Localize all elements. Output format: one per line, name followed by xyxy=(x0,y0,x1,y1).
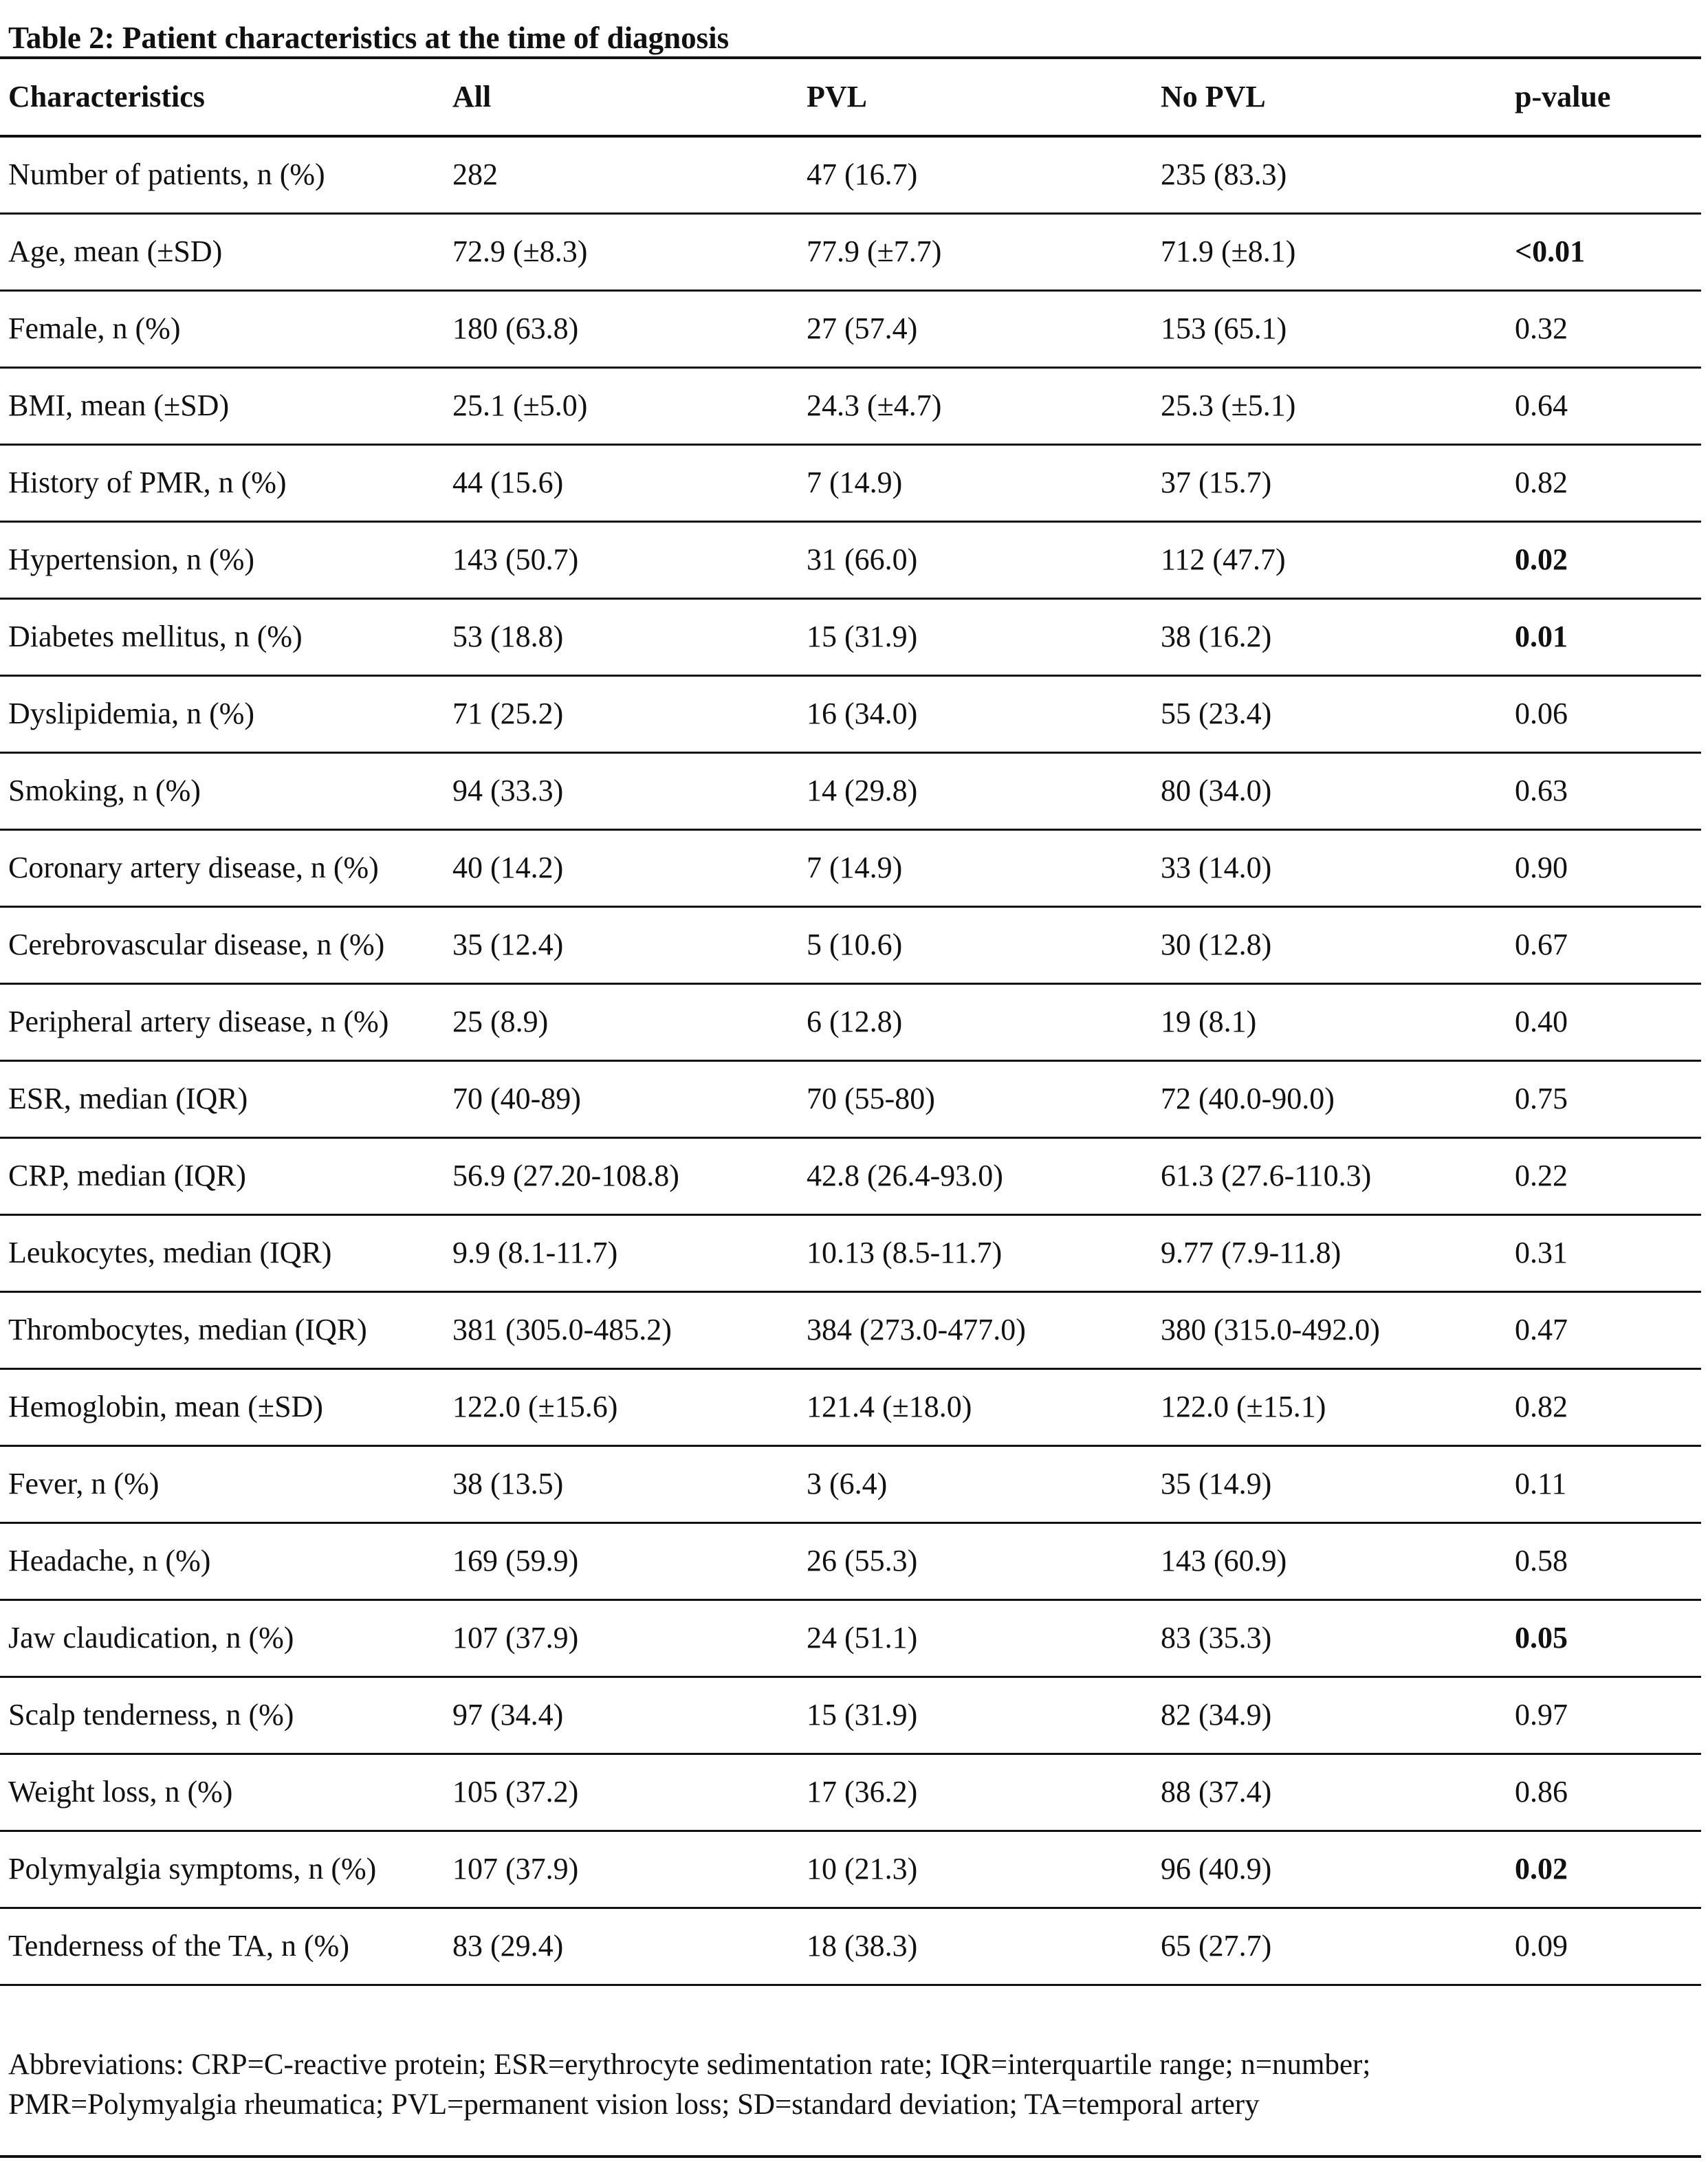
table-row xyxy=(0,290,1701,367)
column-header-no-pvl: No PVL xyxy=(1152,59,1507,136)
cell-characteristic: Hemoglobin, mean (±SD) xyxy=(0,1368,444,1445)
cell-p-value: 0.31 xyxy=(1507,1214,1701,1291)
cell-no-pvl: 72 (40.0-90.0) xyxy=(1152,1060,1507,1137)
table-row xyxy=(0,1754,1701,1831)
table-row xyxy=(0,906,1701,983)
cell-all: 143 (50.7) xyxy=(444,521,798,598)
cell-all: 25.1 (±5.0) xyxy=(444,367,798,444)
cell-no-pvl: 153 (65.1) xyxy=(1152,290,1507,367)
cell-all: 97 (34.4) xyxy=(444,1677,798,1754)
cell-characteristic: Thrombocytes, median (IQR) xyxy=(0,1291,444,1368)
column-header-pvl: PVL xyxy=(798,59,1152,136)
cell-pvl: 121.4 (±18.0) xyxy=(798,1368,1152,1445)
footnote-line: Abbreviations: CRP=C-reactive protein; ESR=erythrocyte sedimentation rate; IQR=interquartile range; n=number; xyxy=(8,2049,1371,2081)
cell-all: 169 (59.9) xyxy=(444,1522,798,1599)
cell-all: 53 (18.8) xyxy=(444,598,798,675)
cell-characteristic: ESR, median (IQR) xyxy=(0,1060,444,1137)
table-row xyxy=(0,1137,1701,1214)
cell-all: 44 (15.6) xyxy=(444,444,798,521)
cell-characteristic: Tenderness of the TA, n (%) xyxy=(0,1908,444,1985)
cell-all: 71 (25.2) xyxy=(444,675,798,752)
cell-p-value: 0.63 xyxy=(1507,752,1701,829)
table-row xyxy=(0,1214,1701,1291)
cell-pvl: 24 (51.1) xyxy=(798,1599,1152,1677)
cell-no-pvl: 80 (34.0) xyxy=(1152,752,1507,829)
cell-no-pvl: 65 (27.7) xyxy=(1152,1908,1507,1985)
cell-no-pvl: 96 (40.9) xyxy=(1152,1831,1507,1908)
table-row xyxy=(0,1060,1701,1137)
cell-no-pvl: 55 (23.4) xyxy=(1152,675,1507,752)
cell-all: 282 xyxy=(444,136,798,213)
cell-characteristic: Hypertension, n (%) xyxy=(0,521,444,598)
cell-p-value: 0.75 xyxy=(1507,1060,1701,1137)
cell-no-pvl: 235 (83.3) xyxy=(1152,136,1507,213)
cell-all: 180 (63.8) xyxy=(444,290,798,367)
cell-pvl: 10.13 (8.5-11.7) xyxy=(798,1214,1152,1291)
cell-all: 83 (29.4) xyxy=(444,1908,798,1985)
cell-pvl: 384 (273.0-477.0) xyxy=(798,1291,1152,1368)
cell-pvl: 18 (38.3) xyxy=(798,1908,1152,1985)
table-row xyxy=(0,675,1701,752)
cell-characteristic: Headache, n (%) xyxy=(0,1522,444,1599)
table-row xyxy=(0,829,1701,906)
cell-all: 35 (12.4) xyxy=(444,906,798,983)
cell-p-value: 0.01 xyxy=(1507,598,1701,675)
cell-no-pvl: 82 (34.9) xyxy=(1152,1677,1507,1754)
cell-no-pvl: 19 (8.1) xyxy=(1152,983,1507,1060)
table-bottom-rule xyxy=(0,2155,1701,2158)
cell-pvl: 31 (66.0) xyxy=(798,521,1152,598)
column-header-characteristics: Characteristics xyxy=(0,59,444,136)
cell-p-value: 0.05 xyxy=(1507,1599,1701,1677)
cell-all: 381 (305.0-485.2) xyxy=(444,1291,798,1368)
table-row xyxy=(0,752,1701,829)
cell-no-pvl: 88 (37.4) xyxy=(1152,1754,1507,1831)
table-title: Table 2: Patient characteristics at the time of diagnosis xyxy=(8,21,730,55)
cell-all: 94 (33.3) xyxy=(444,752,798,829)
cell-all: 40 (14.2) xyxy=(444,829,798,906)
cell-all: 107 (37.9) xyxy=(444,1831,798,1908)
cell-pvl: 77.9 (±7.7) xyxy=(798,213,1152,290)
cell-pvl: 16 (34.0) xyxy=(798,675,1152,752)
cell-characteristic: Coronary artery disease, n (%) xyxy=(0,829,444,906)
footnote-line: PMR=Polymyalgia rheumatica; PVL=permanent vision loss; SD=standard deviation; TA=temporal artery xyxy=(8,2088,1260,2121)
table-row xyxy=(0,1368,1701,1445)
cell-all: 38 (13.5) xyxy=(444,1445,798,1522)
table-row xyxy=(0,1522,1701,1599)
cell-all: 72.9 (±8.3) xyxy=(444,213,798,290)
cell-characteristic: BMI, mean (±SD) xyxy=(0,367,444,444)
column-header-p-value: p-value xyxy=(1507,59,1701,136)
cell-characteristic: Age, mean (±SD) xyxy=(0,213,444,290)
table-row xyxy=(0,598,1701,675)
cell-characteristic: Fever, n (%) xyxy=(0,1445,444,1522)
cell-characteristic: Number of patients, n (%) xyxy=(0,136,444,213)
cell-p-value: 0.06 xyxy=(1507,675,1701,752)
cell-no-pvl: 25.3 (±5.1) xyxy=(1152,367,1507,444)
cell-pvl: 15 (31.9) xyxy=(798,598,1152,675)
column-header-all: All xyxy=(444,59,798,136)
cell-characteristic: History of PMR, n (%) xyxy=(0,444,444,521)
cell-characteristic: Leukocytes, median (IQR) xyxy=(0,1214,444,1291)
table-header-row xyxy=(0,59,1701,136)
cell-p-value: 0.09 xyxy=(1507,1908,1701,1985)
cell-no-pvl: 380 (315.0-492.0) xyxy=(1152,1291,1507,1368)
cell-pvl: 3 (6.4) xyxy=(798,1445,1152,1522)
abbreviations-footnote xyxy=(8,2045,1686,2125)
table-row xyxy=(0,1677,1701,1754)
table-row xyxy=(0,1291,1701,1368)
cell-pvl: 10 (21.3) xyxy=(798,1831,1152,1908)
cell-pvl: 5 (10.6) xyxy=(798,906,1152,983)
cell-p-value: 0.22 xyxy=(1507,1137,1701,1214)
cell-pvl: 14 (29.8) xyxy=(798,752,1152,829)
table-row xyxy=(0,367,1701,444)
cell-p-value: 0.11 xyxy=(1507,1445,1701,1522)
cell-pvl: 27 (57.4) xyxy=(798,290,1152,367)
patient-characteristics-table xyxy=(0,59,1701,1986)
cell-characteristic: CRP, median (IQR) xyxy=(0,1137,444,1214)
cell-no-pvl: 122.0 (±15.1) xyxy=(1152,1368,1507,1445)
cell-characteristic: Smoking, n (%) xyxy=(0,752,444,829)
cell-pvl: 24.3 (±4.7) xyxy=(798,367,1152,444)
cell-p-value: 0.40 xyxy=(1507,983,1701,1060)
cell-pvl: 7 (14.9) xyxy=(798,444,1152,521)
cell-pvl: 42.8 (26.4-93.0) xyxy=(798,1137,1152,1214)
table-body xyxy=(0,136,1701,1985)
cell-p-value: 0.86 xyxy=(1507,1754,1701,1831)
cell-no-pvl: 61.3 (27.6-110.3) xyxy=(1152,1137,1507,1214)
cell-all: 56.9 (27.20-108.8) xyxy=(444,1137,798,1214)
cell-pvl: 47 (16.7) xyxy=(798,136,1152,213)
cell-characteristic: Female, n (%) xyxy=(0,290,444,367)
cell-characteristic: Dyslipidemia, n (%) xyxy=(0,675,444,752)
cell-p-value xyxy=(1507,136,1701,213)
cell-p-value: 0.47 xyxy=(1507,1291,1701,1368)
cell-pvl: 15 (31.9) xyxy=(798,1677,1152,1754)
cell-all: 25 (8.9) xyxy=(444,983,798,1060)
table-row xyxy=(0,1908,1701,1985)
cell-no-pvl: 37 (15.7) xyxy=(1152,444,1507,521)
table-row xyxy=(0,136,1701,213)
cell-p-value: 0.64 xyxy=(1507,367,1701,444)
table-row xyxy=(0,1599,1701,1677)
cell-p-value: 0.97 xyxy=(1507,1677,1701,1754)
table-row xyxy=(0,983,1701,1060)
cell-p-value: 0.82 xyxy=(1507,444,1701,521)
cell-no-pvl: 112 (47.7) xyxy=(1152,521,1507,598)
cell-p-value: 0.02 xyxy=(1507,1831,1701,1908)
cell-all: 105 (37.2) xyxy=(444,1754,798,1831)
cell-pvl: 70 (55-80) xyxy=(798,1060,1152,1137)
cell-no-pvl: 9.77 (7.9-11.8) xyxy=(1152,1214,1507,1291)
table-row xyxy=(0,521,1701,598)
cell-pvl: 7 (14.9) xyxy=(798,829,1152,906)
cell-characteristic: Peripheral artery disease, n (%) xyxy=(0,983,444,1060)
cell-no-pvl: 33 (14.0) xyxy=(1152,829,1507,906)
cell-p-value: 0.02 xyxy=(1507,521,1701,598)
cell-pvl: 6 (12.8) xyxy=(798,983,1152,1060)
cell-p-value: 0.58 xyxy=(1507,1522,1701,1599)
cell-no-pvl: 83 (35.3) xyxy=(1152,1599,1507,1677)
cell-no-pvl: 35 (14.9) xyxy=(1152,1445,1507,1522)
cell-p-value: <0.01 xyxy=(1507,213,1701,290)
cell-pvl: 17 (36.2) xyxy=(798,1754,1152,1831)
cell-no-pvl: 30 (12.8) xyxy=(1152,906,1507,983)
cell-characteristic: Jaw claudication, n (%) xyxy=(0,1599,444,1677)
cell-all: 70 (40-89) xyxy=(444,1060,798,1137)
cell-p-value: 0.32 xyxy=(1507,290,1701,367)
cell-all: 122.0 (±15.6) xyxy=(444,1368,798,1445)
cell-no-pvl: 71.9 (±8.1) xyxy=(1152,213,1507,290)
cell-characteristic: Polymyalgia symptoms, n (%) xyxy=(0,1831,444,1908)
cell-characteristic: Cerebrovascular disease, n (%) xyxy=(0,906,444,983)
cell-p-value: 0.82 xyxy=(1507,1368,1701,1445)
cell-characteristic: Scalp tenderness, n (%) xyxy=(0,1677,444,1754)
table-row xyxy=(0,444,1701,521)
table-row xyxy=(0,1831,1701,1908)
cell-characteristic: Weight loss, n (%) xyxy=(0,1754,444,1831)
cell-pvl: 26 (55.3) xyxy=(798,1522,1152,1599)
table-row xyxy=(0,1445,1701,1522)
cell-all: 9.9 (8.1-11.7) xyxy=(444,1214,798,1291)
cell-no-pvl: 143 (60.9) xyxy=(1152,1522,1507,1599)
cell-characteristic: Diabetes mellitus, n (%) xyxy=(0,598,444,675)
cell-p-value: 0.67 xyxy=(1507,906,1701,983)
cell-no-pvl: 38 (16.2) xyxy=(1152,598,1507,675)
cell-all: 107 (37.9) xyxy=(444,1599,798,1677)
cell-p-value: 0.90 xyxy=(1507,829,1701,906)
table-row xyxy=(0,213,1701,290)
